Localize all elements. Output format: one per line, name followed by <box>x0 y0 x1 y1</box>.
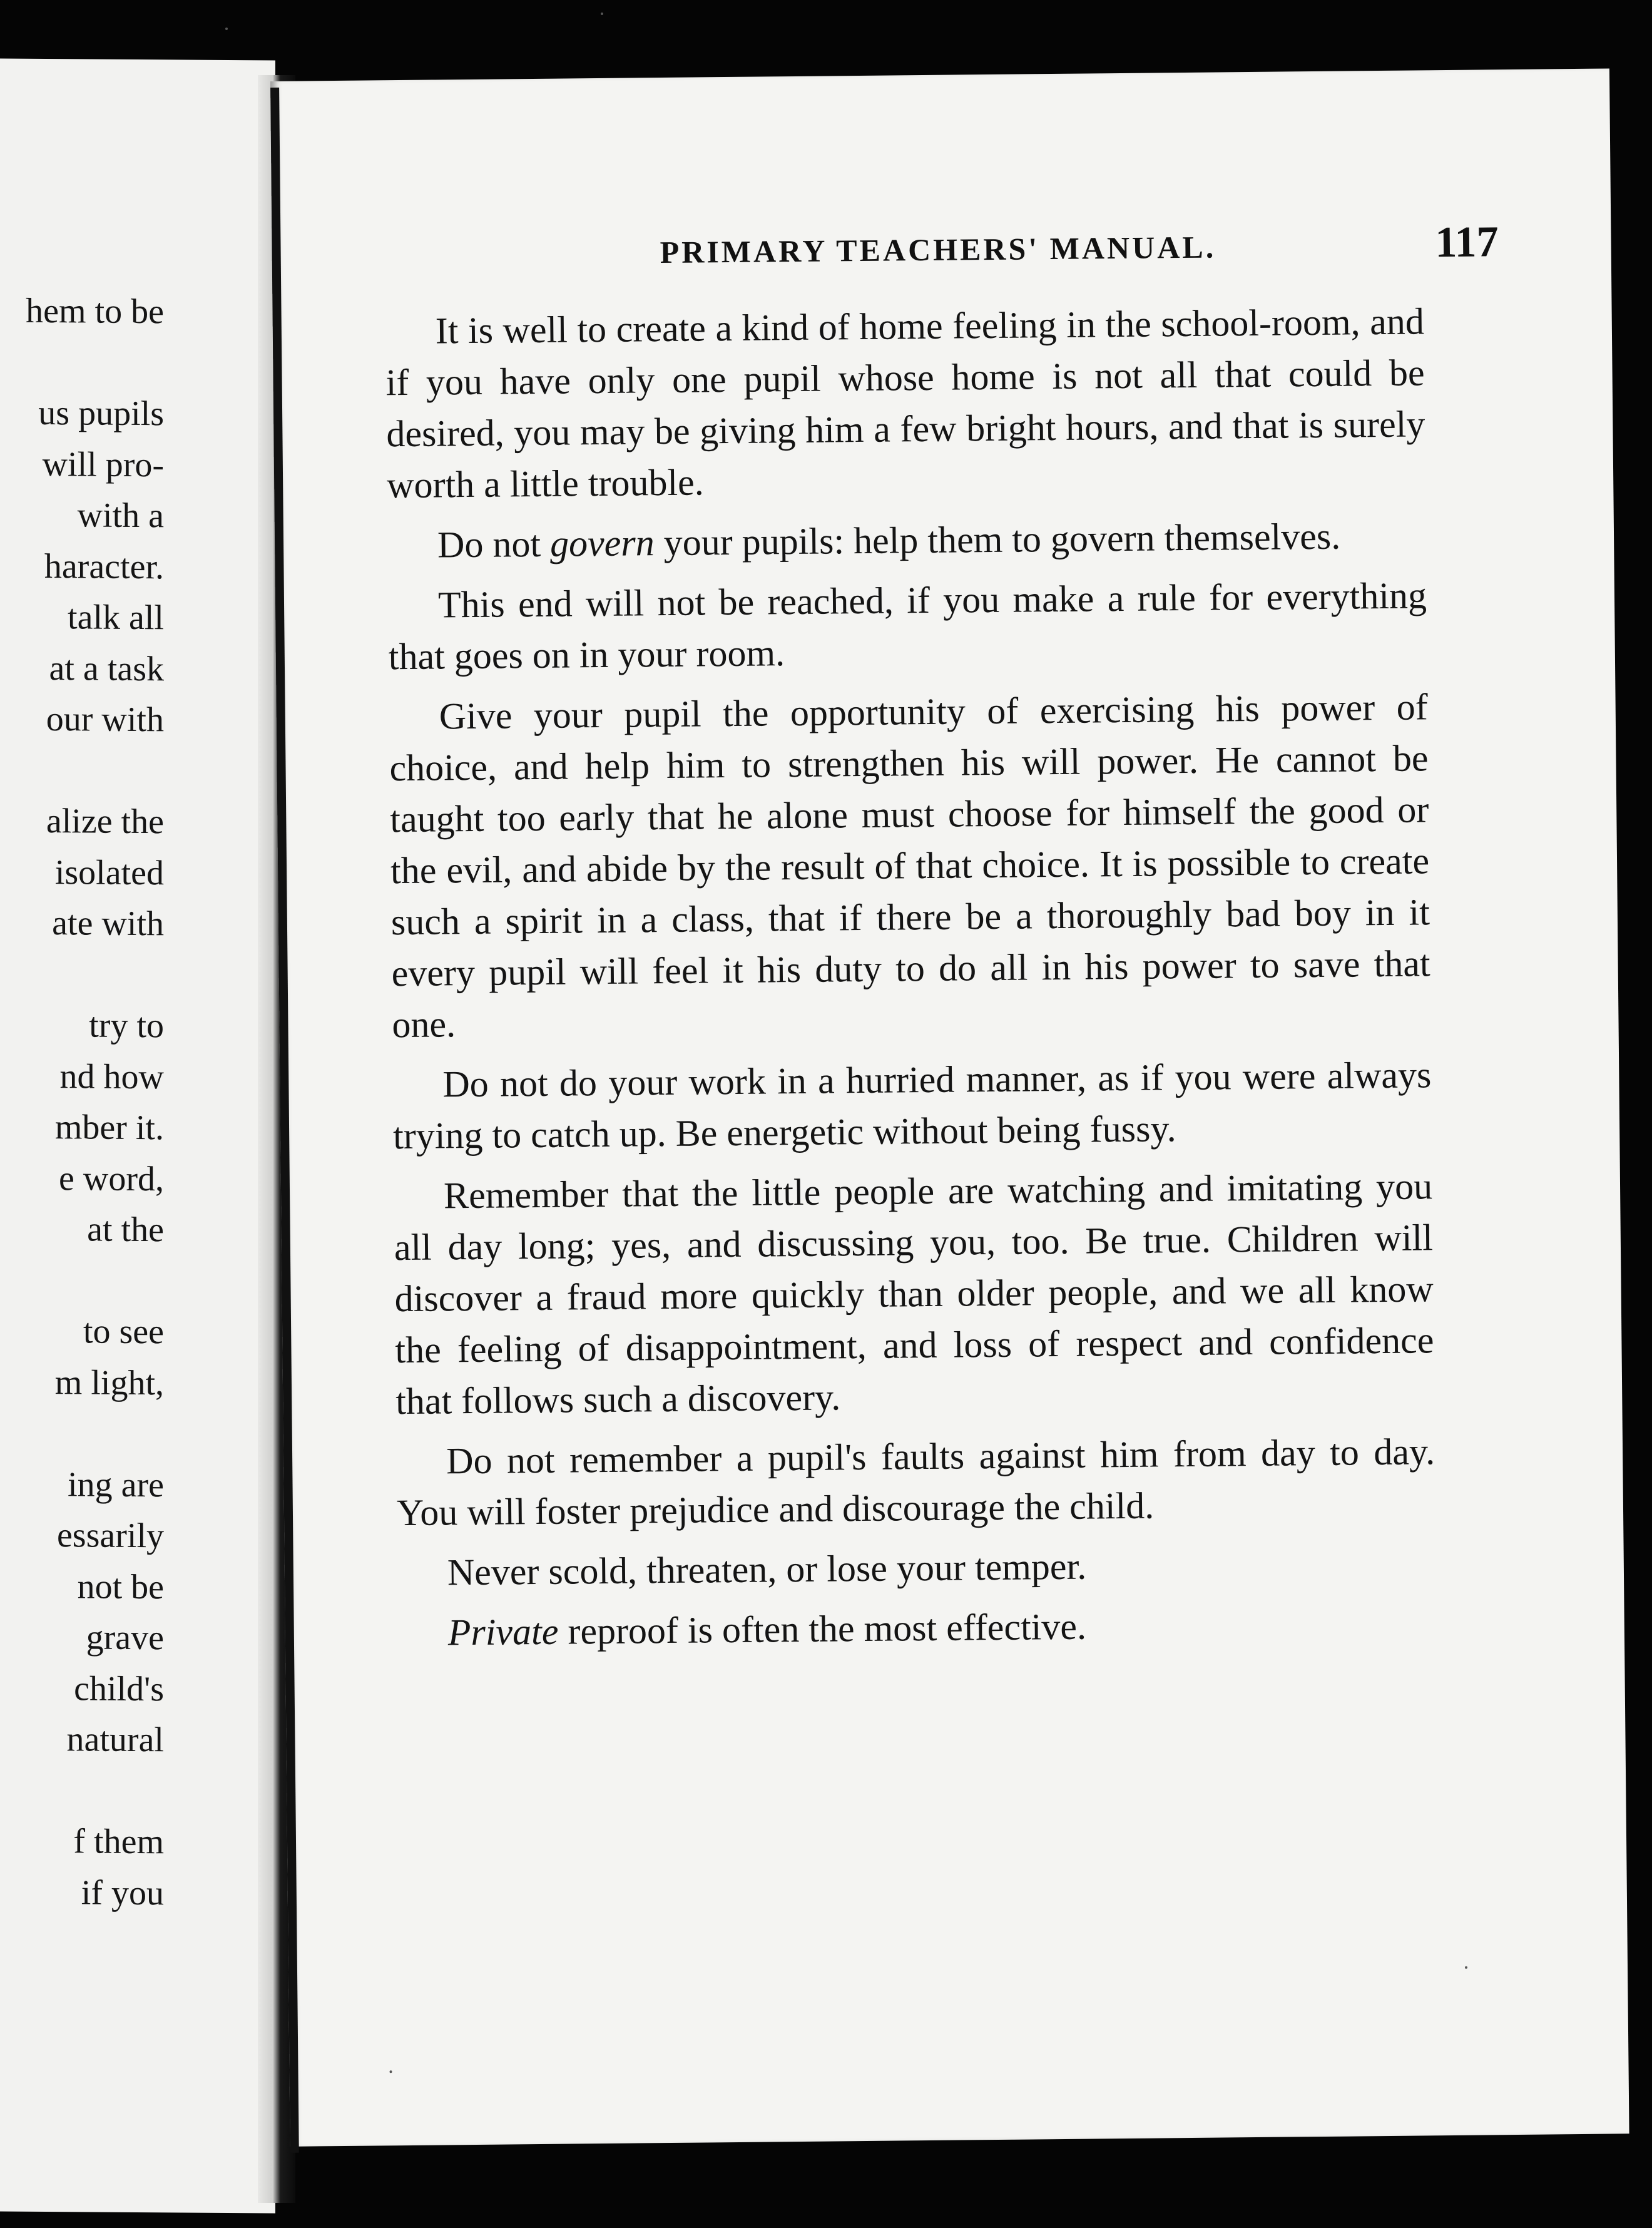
left-page-fragment <box>0 58 275 2213</box>
left-page-line: not be <box>77 1566 164 1607</box>
scan-speck <box>1465 1966 1467 1969</box>
left-page-line: nd how <box>59 1056 164 1096</box>
left-page-line: grave <box>86 1618 164 1658</box>
left-page-line <box>0 1772 275 1774</box>
left-page-line: at a task <box>49 648 164 688</box>
left-page-line: will pro- <box>42 444 164 484</box>
left-page-line: child's <box>74 1668 164 1709</box>
left-page-line <box>0 344 275 346</box>
left-page-line: e word, <box>59 1158 164 1198</box>
left-page-line <box>0 752 275 754</box>
paragraph <box>387 509 1427 571</box>
left-page-line: us pupils <box>38 393 164 434</box>
running-head <box>272 218 1611 270</box>
scan-speck <box>225 28 228 30</box>
left-page-line <box>0 1415 275 1417</box>
paragraph: Give your pupil the opportunity of exercising his power of choice, and help him to strengthen his will power. He cannot be taught too early that he alone must choose for himself the good or the evil, and abide by the result of that choice. It is possible to create such a spirit in a class, that if there be a thoroughly bad boy in it every pupil will feel it his duty to do all in his power to save that one. <box>389 686 1430 1046</box>
left-page-line: at the <box>87 1210 164 1250</box>
left-page-line <box>0 956 275 958</box>
left-page-line: with a <box>77 496 164 536</box>
paragraph: Do not do your work in a hurried manner, as if you were always trying to catch up. Be energetic without being fussy. <box>392 1054 1432 1157</box>
left-page-line: essarily <box>56 1516 164 1556</box>
paragraph: It is well to create a kind of home feeling in the school-room, and if you have only one pupil whose home is not all that could be desired, you may be giving him a few bright hours, and that is surely worth a little trouble. <box>385 300 1425 506</box>
running-title: PRIMARY TEACHERS' MANUAL. <box>660 229 1216 270</box>
right-page <box>270 68 1629 2146</box>
scan-speck <box>601 13 603 15</box>
left-page-line: try to <box>89 1006 164 1046</box>
left-page-line: talk all <box>68 598 164 638</box>
body-text <box>385 295 1437 1667</box>
left-page-text <box>0 58 275 1913</box>
emphasis: Private <box>447 1610 559 1653</box>
left-page-line: haracter. <box>44 546 164 586</box>
paragraph-text: your pupils: help them to govern themselves. <box>654 515 1341 564</box>
left-page-line: ate with <box>52 904 164 944</box>
left-page-line: mber it. <box>54 1108 164 1148</box>
left-page-line: m light, <box>54 1362 164 1403</box>
left-page-line: alize the <box>46 801 164 842</box>
left-page-line: natural <box>66 1720 164 1760</box>
paragraph: This end will not be reached, if you make a rule for everything that goes on in your room. <box>388 575 1427 678</box>
paragraph-text: Do not <box>437 523 551 566</box>
paragraph: Never scold, threaten, or lose your temper. <box>447 1545 1087 1593</box>
paragraph: Remember that the little people are watching and imitating you all day long; yes, and discussing you, too. Be true. Children will discover a fraud more quickly than older people, and we all know the feeling of disappointment, and loss of respect and confidence that follows such a discovery. <box>394 1165 1434 1423</box>
left-page-line: our with <box>46 699 164 740</box>
scan-speck <box>390 2070 392 2073</box>
left-page-line <box>0 1262 275 1264</box>
left-page-line: if you <box>81 1873 164 1913</box>
left-page-line: hem to be <box>26 291 164 332</box>
left-page-line: to see <box>83 1312 164 1352</box>
paragraph <box>397 1597 1437 1658</box>
page-number: 117 <box>1435 218 1499 267</box>
left-page-line: f them <box>73 1822 164 1862</box>
left-page-line: ing are <box>68 1464 164 1505</box>
paragraph: Do not remember a pupil's faults against him from day to day. You will foster prejudice and discourage the child. <box>396 1431 1435 1534</box>
paragraph-text: reproof is often the most effective. <box>558 1605 1087 1652</box>
left-page-line: isolated <box>54 852 164 892</box>
emphasis: govern <box>549 522 655 565</box>
